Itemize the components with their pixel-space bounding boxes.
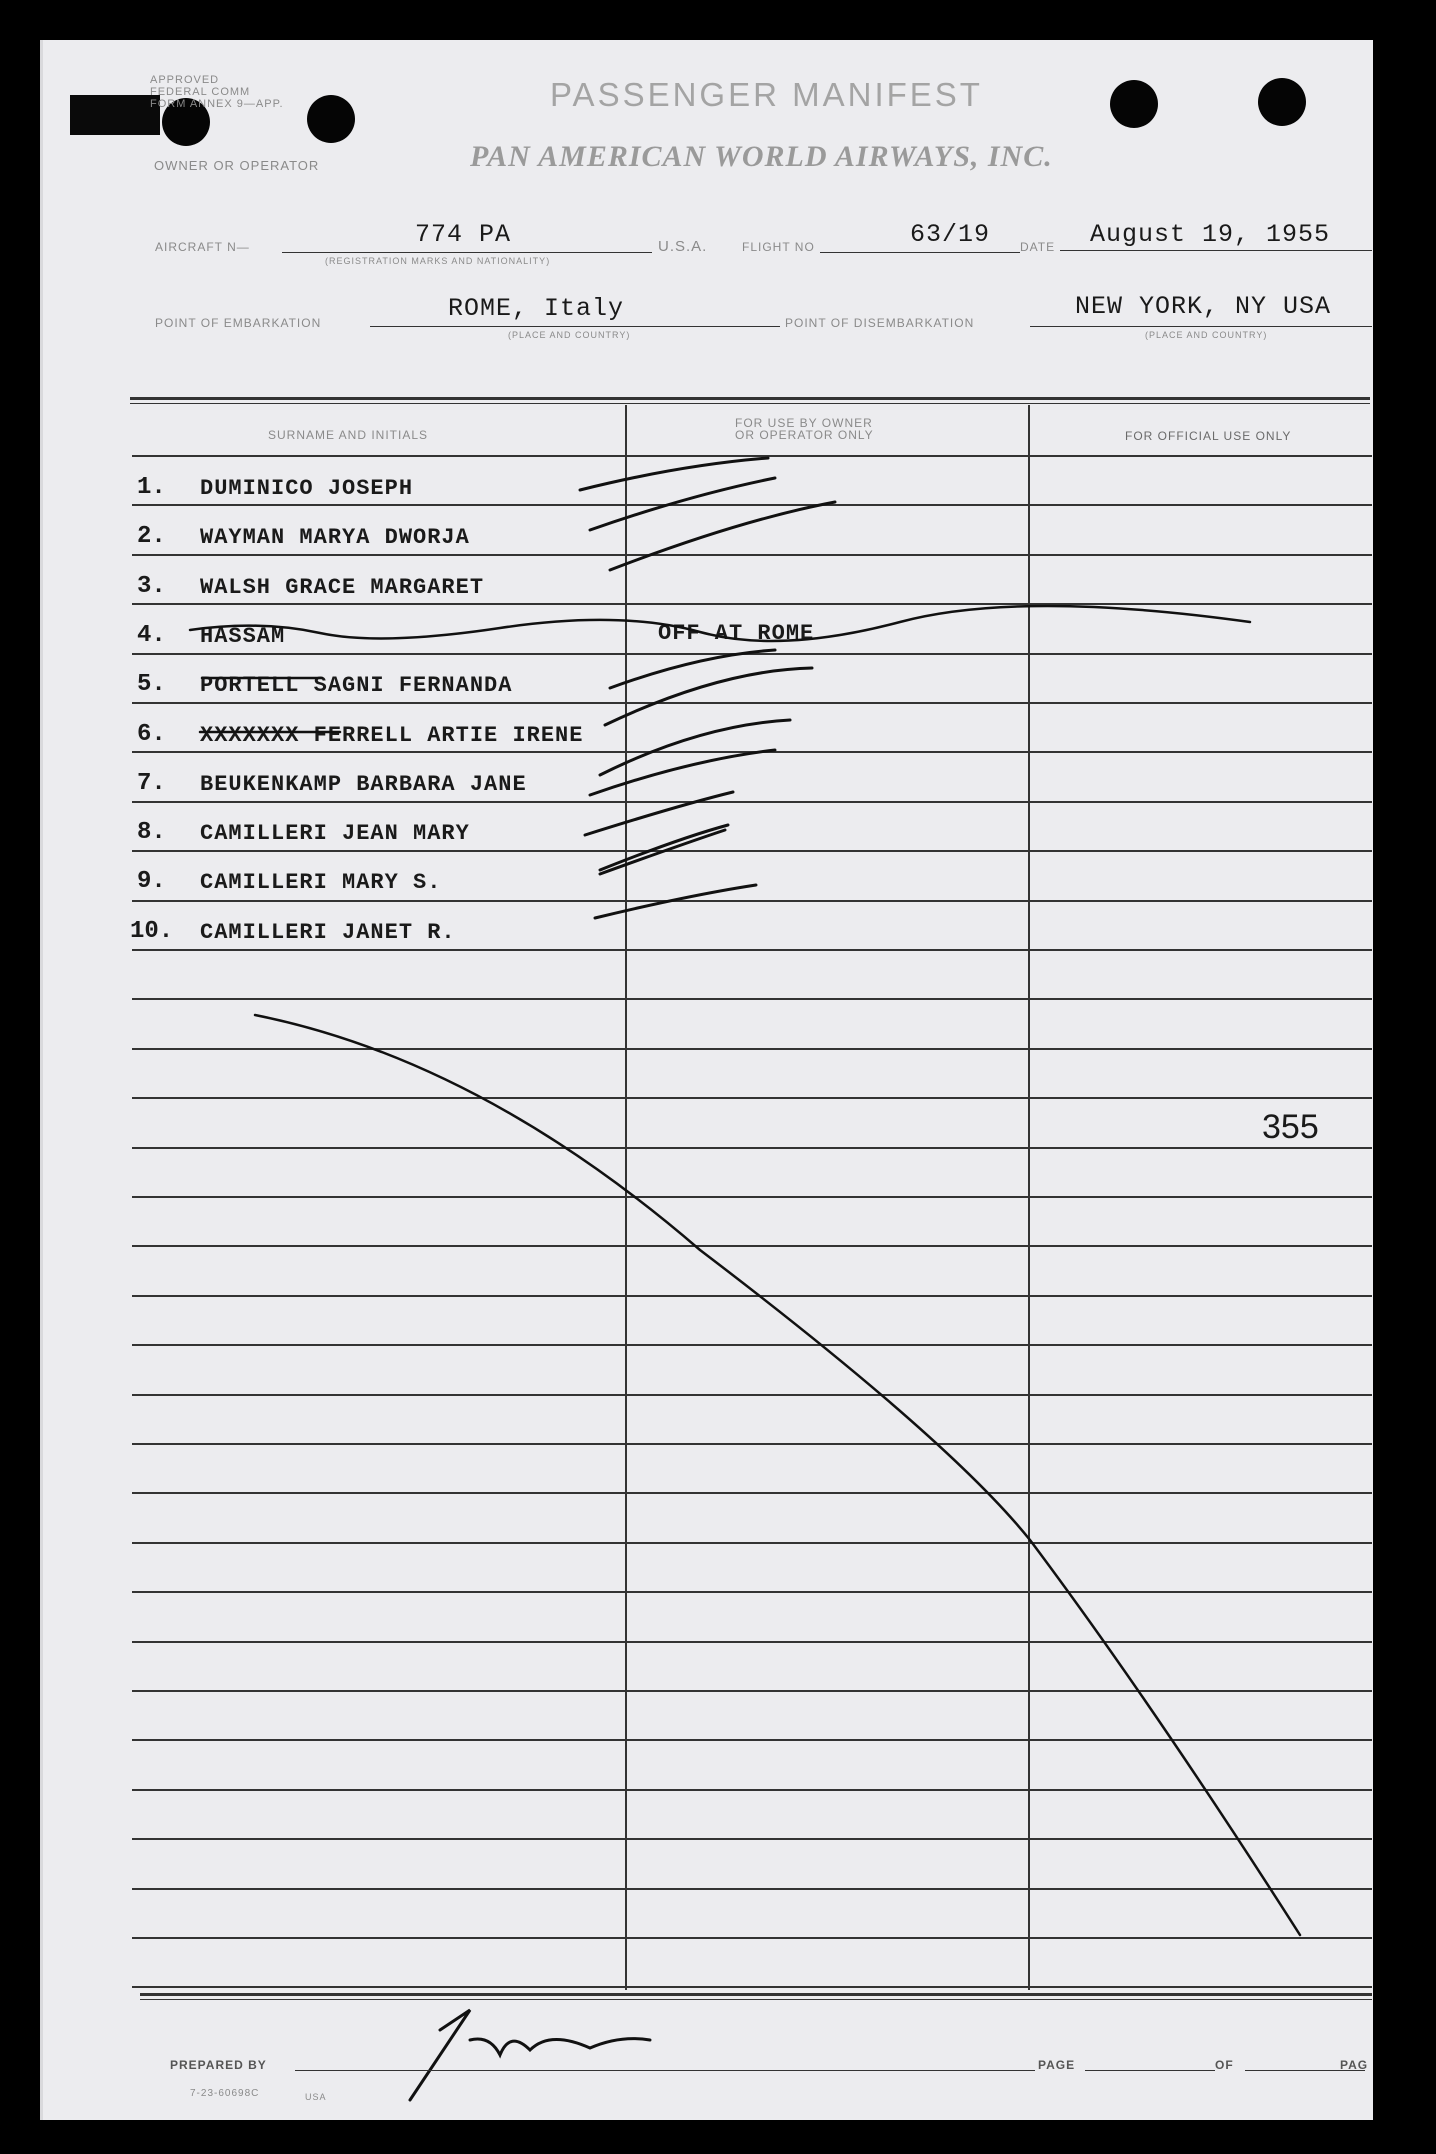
check-mark: [600, 720, 790, 775]
disembarkation-value: NEW YORK, NY USA: [1075, 292, 1332, 321]
check-mark: [600, 830, 725, 874]
passenger-name: CAMILLERI JEAN MARY: [200, 821, 470, 847]
passenger-name: PORTELL SAGNI FERNANDA: [200, 673, 513, 699]
approval-stamp-line: FORM ANNEX 9—APP.: [150, 98, 284, 110]
date-label: DATE: [1020, 240, 1056, 254]
embarkation-value: ROME, Italy: [448, 294, 625, 323]
page-underline: [1085, 2070, 1215, 2071]
passenger-name: XXXXXXX FERRELL ARTIE IRENE: [200, 722, 584, 748]
column-header-official: FOR OFFICIAL USE ONLY: [1125, 429, 1292, 443]
union-mark: USA: [305, 2092, 327, 2102]
passenger-number: 10.: [130, 917, 174, 945]
disembarkation-label: POINT OF DISEMBARKATION: [785, 316, 975, 330]
passenger-name: WALSH GRACE MARGARET: [200, 574, 485, 600]
flight-label: FLIGHT NO: [742, 240, 815, 254]
passenger-number: 1.: [137, 474, 166, 501]
aircraft-value: 774 PA: [415, 220, 512, 249]
check-mark: [605, 668, 812, 725]
passenger-number: 4.: [137, 621, 166, 649]
passenger-number: 6.: [137, 720, 166, 748]
approval-stamp-line: APPROVED: [150, 74, 220, 86]
passenger-number: 3.: [137, 572, 166, 600]
place-caption: (PLACE AND COUNTRY): [508, 330, 631, 340]
passenger-number: 2.: [137, 523, 166, 551]
embarkation-label: POINT OF EMBARKATION: [155, 316, 322, 330]
check-mark: [595, 885, 756, 918]
signature: [410, 2010, 650, 2100]
check-mark: [590, 750, 775, 795]
passenger-name: WAYMAN MARYA DWORJA: [200, 525, 470, 551]
of-label: OF: [1215, 2058, 1234, 2072]
column-header-surname: SURNAME AND INITIALS: [268, 428, 429, 442]
airline-name: PAN AMERICAN WORLD AIRWAYS, INC.: [470, 140, 1053, 173]
footer-rule: [140, 1993, 1372, 1996]
page-label: PAGE: [1038, 2058, 1076, 2072]
usa-label: U.S.A.: [658, 238, 708, 255]
form-title: PASSENGER MANIFEST: [550, 76, 983, 113]
form-code: 7-23-60698C: [190, 2088, 260, 2099]
date-value: August 19, 1955: [1090, 220, 1331, 249]
place-caption: (PLACE AND COUNTRY): [1145, 330, 1268, 340]
pages-label: PAG: [1340, 2058, 1369, 2072]
diagonal-void-line: [255, 1015, 1300, 1935]
check-mark: [610, 650, 775, 688]
approval-stamp-line: FEDERAL COMM: [150, 86, 251, 98]
aircraft-label: AIRCRAFT N—: [155, 240, 250, 254]
page-number-note: 355: [1262, 1108, 1319, 1146]
check-mark: [600, 825, 728, 870]
prepared-by-label: PREPARED BY: [170, 2058, 267, 2072]
flight-value: 63/19: [910, 220, 991, 249]
passenger-number: 8.: [137, 819, 166, 847]
passenger-name: BEUKENKAMP BARBARA JANE: [200, 771, 527, 797]
passenger-name: CAMILLERI JANET R.: [200, 919, 456, 945]
passenger-name: CAMILLERI MARY S.: [200, 870, 442, 896]
passenger-number: 9.: [137, 868, 166, 896]
footer-rule: [140, 1999, 1372, 2000]
passenger-name: HASSAM: [200, 623, 286, 649]
registration-caption: (REGISTRATION MARKS AND NATIONALITY): [325, 256, 551, 266]
column-header-owner: OR OPERATOR ONLY: [735, 428, 874, 442]
strike-line: [190, 606, 1250, 641]
passenger-name: DUMINICO JOSEPH: [200, 476, 414, 501]
prepared-by-underline: [295, 2070, 1035, 2071]
passenger-number: 7.: [137, 769, 166, 797]
owner-label: OWNER OR OPERATOR: [154, 158, 320, 173]
passenger-number: 5.: [137, 671, 166, 699]
off-at-rome-note: OFF AT ROME: [658, 621, 815, 646]
column-header-owner: FOR USE BY OWNER: [735, 416, 873, 430]
